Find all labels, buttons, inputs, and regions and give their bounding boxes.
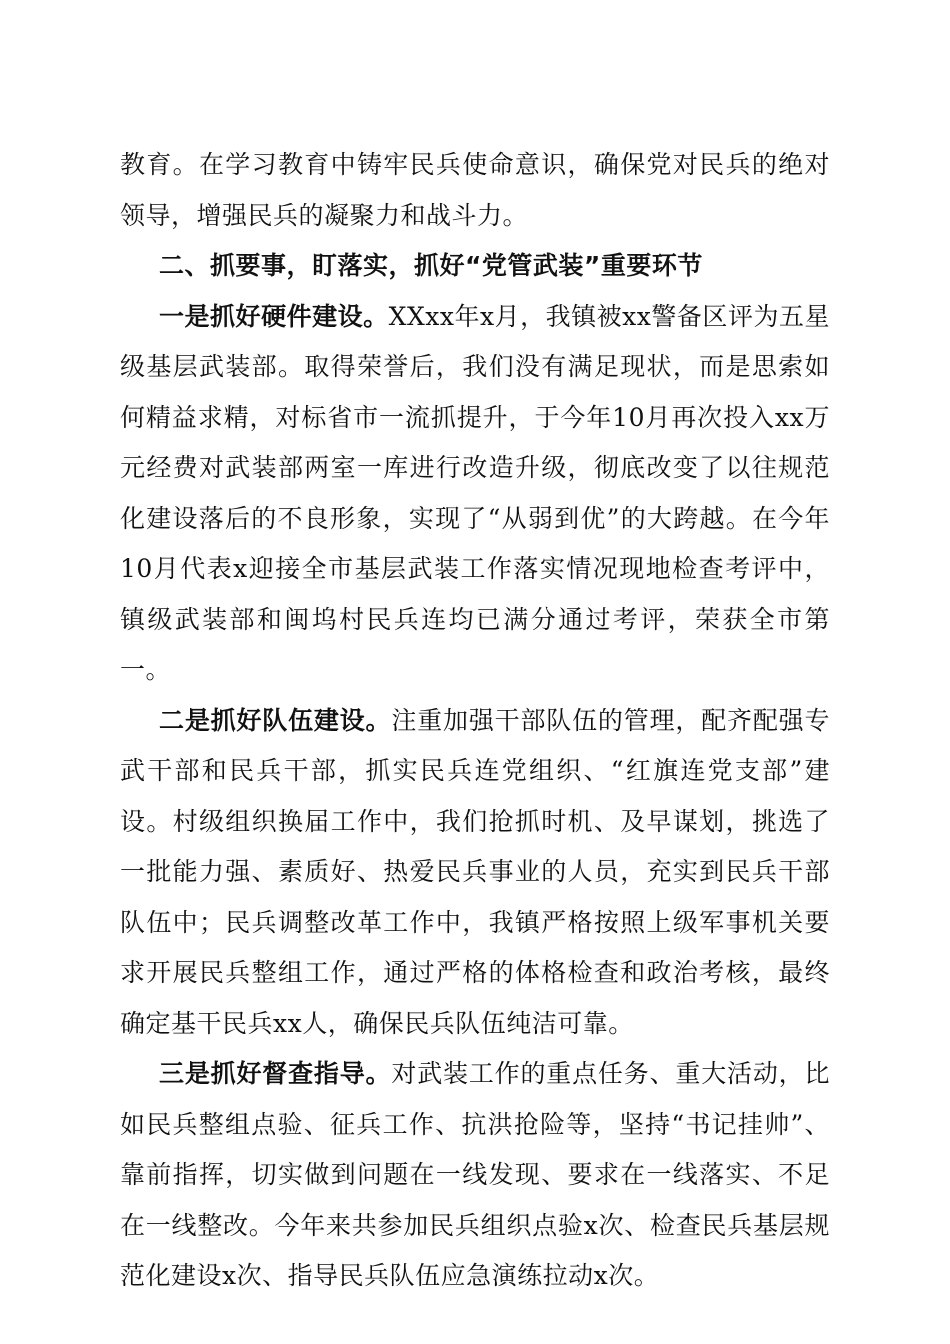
document-body (120, 140, 830, 1302)
paragraph-text: 对武装工作的重点任务、重大活动，比如民兵整组点验、征兵工作、抗洪抢险等，坚持“书记挂帅”、靠前指挥，切实做到问题在一线发现、要求在一线落实、不足在一线整改。今年来共参加民兵组织点验x次、检查民兵基层规范化建设x次、指导民兵队伍应急演练拉动x次。 (120, 1059, 830, 1290)
paragraph-lead: 一是抓好硬件建设。 (159, 301, 389, 331)
paragraph-lead: 二是抓好队伍建设。 (159, 705, 392, 735)
paragraph-continuation (120, 140, 830, 241)
section-heading: 二、抓要事，盯落实，抓好“党管武装”重要环节 (159, 251, 703, 280)
paragraph-supervision-guidance (120, 1049, 830, 1302)
paragraph-text: 注重加强干部队伍的管理，配齐配强专武干部和民兵干部，抓实民兵连党组织、“红旗连党支部”建设。村级组织换届工作中，我们抢抓时机、及早谋划，挑选了一批能力强、素质好、热爱民兵事业的人员，充实到民兵干部队伍中；民兵调整改革工作中，我镇严格按照上级军事机关要求开展民兵整组工作，通过严格的体格检查和政治考核，最终确定基干民兵xx人，确保民兵队伍纯洁可靠。 (120, 705, 830, 1038)
paragraph-text: 教育。在学习教育中铸牢民兵使命意识，确保党对民兵的绝对领导，增强民兵的凝聚力和战斗力。 (120, 150, 830, 230)
paragraph-lead: 三是抓好督查指导。 (159, 1059, 392, 1088)
paragraph-text: XXxx年x月，我镇被xx警备区评为五星级基层武装部。取得荣誉后，我们没有满足现状，而是思索如何精益求精，对标省市一流抓提升，于今年10月再次投入xx万元经费对武装部两室一库进行改造升级，彻底改变了以往规范化建设落后的不良形象，实现了“从弱到优”的大跨越。在今年10月代表x迎接全市基层武装工作落实情况现地检查考评中，镇级武装部和闽坞村民兵连均已满分通过考评，荣获全市第一。 (120, 301, 830, 684)
paragraph-team-construction (120, 696, 830, 1050)
paragraph-hardware-construction (120, 292, 830, 696)
